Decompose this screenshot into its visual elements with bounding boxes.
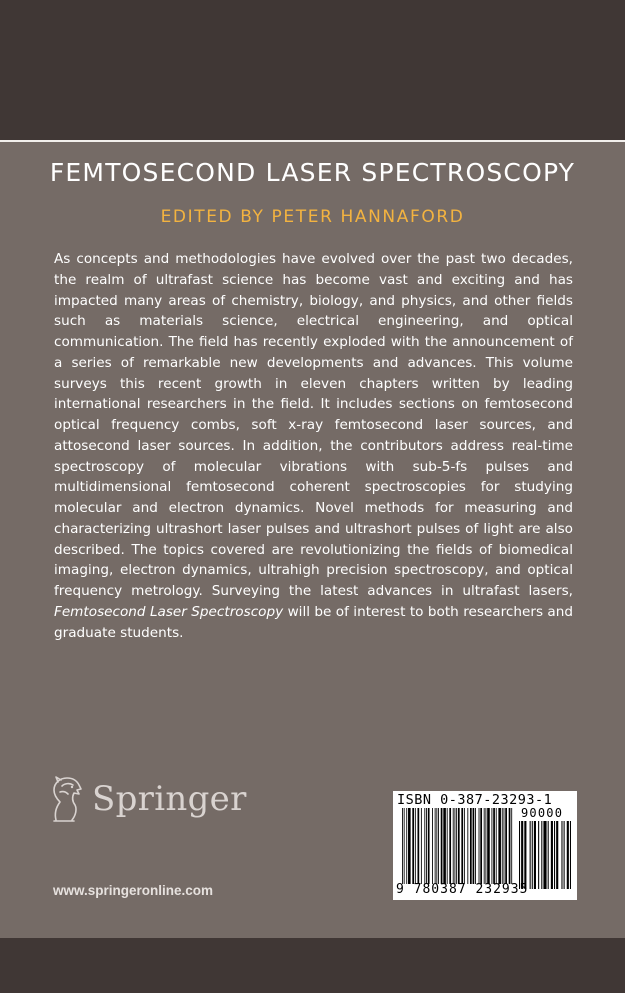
description-italic-title: Femtosecond Laser Spectroscopy <box>54 603 284 620</box>
publisher-name: Springer <box>92 779 247 819</box>
ean-barcode-bars <box>402 808 513 884</box>
bottom-band <box>0 938 625 993</box>
ean-digits: 9 780387 232935 <box>396 882 529 897</box>
description-text: As concepts and methodologies have evolved over the past two decades, the realm of ultrafast science has become vast and exciting and has impacted many areas of chemistry, biology, and physics, and other fields such as materials science, electrical engineering, and optical communication. The field has recently exploded with the announcement of a series of remarkable new developments and advances. This volume surveys this recent growth in eleven chapters written by leading international researchers in the field. It includes sections on femtosecond optical frequency combs, soft x-ray femtosecond laser sources, and attosecond laser sources. In addition, the contributors address real-time spectroscopy of molecular vibrations with sub-5-fs pulses and multidimensional femtosecond coherent spectroscopies for studying molecular and electron dynamics. Novel methods for measuring and characterizing ultrashort laser pulses and ultrashort pulses of light are also described. The topics covered are revolutionizing the fields of biomedical imaging, electron dynamics, ultrahigh precision spectroscopy, and optical frequency metrology. Surveying the latest advances in ultrafast lasers, <box>54 251 573 599</box>
top-divider <box>0 140 625 142</box>
top-band <box>0 0 625 140</box>
addon-barcode-bars <box>519 821 571 889</box>
isbn-barcode <box>393 791 577 900</box>
publisher-logo <box>48 772 247 826</box>
publisher-website: www.springeronline.com <box>53 883 214 898</box>
price-addon-digits: 90000 <box>521 806 564 820</box>
description-text-end: will be of interest to both researchers and graduate students. <box>54 603 574 641</box>
isbn-label: ISBN 0-387-23293-1 <box>397 792 553 808</box>
springer-horse-icon <box>48 774 84 824</box>
book-description <box>54 249 573 643</box>
book-title: FEMTOSECOND LASER SPECTROSCOPY <box>49 158 576 187</box>
editor-line: EDITED BY PETER HANNAFORD <box>160 207 465 227</box>
